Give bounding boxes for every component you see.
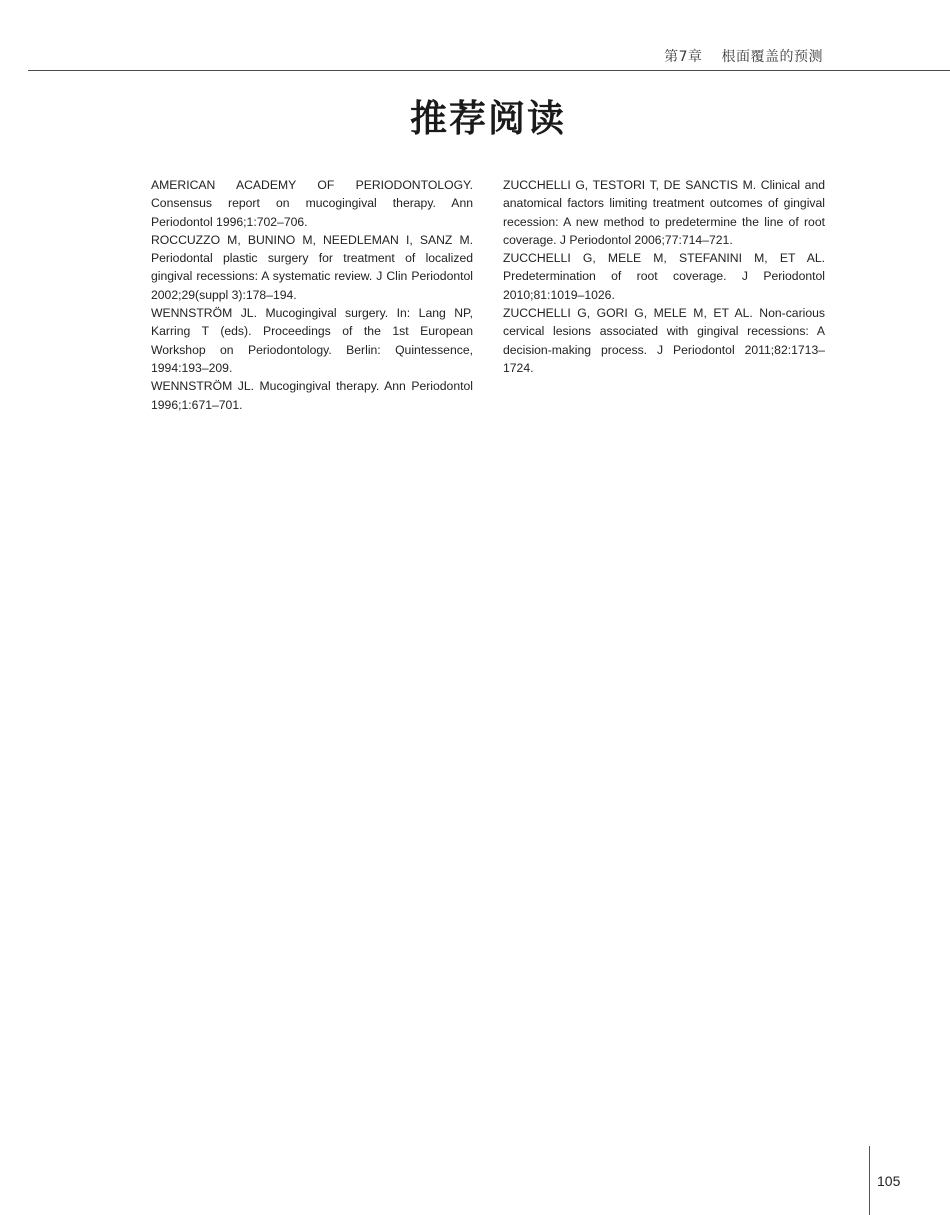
reference-item: ZUCCHELLI G, MELE M, STEFANINI M, ET AL. Predetermination of root coverage. J Periodontol 2010;81:1019–1026. [503, 251, 825, 302]
reference-item: AMERICAN ACADEMY OF PERIODONTOLOGY. Consensus report on mucogingival therapy. Ann Periodontol 1996;1:702–706. [151, 178, 473, 229]
reference-item: WENNSTRÖM JL. Mucogingival therapy. Ann Periodontol 1996;1:671–701. [151, 379, 473, 412]
reference-item: ZUCCHELLI G, GORI G, MELE M, ET AL. Non-carious cervical lesions associated with gingival recessions: A decision-making process. J Periodontol 2011;82:1713–1724. [503, 306, 825, 375]
chapter-title: 根面覆盖的预测 [721, 49, 823, 65]
page-number-divider [869, 1146, 870, 1215]
references-right-column [503, 176, 825, 377]
chapter-number: 第7章 [664, 49, 703, 65]
reference-item: WENNSTRÖM JL. Mucogingival surgery. In: Lang NP, Karring T (eds). Proceedings of the 1st European Workshop on Periodontology. Berlin: Quintessence, 1994:193–209. [151, 306, 473, 375]
running-header [664, 46, 823, 66]
page-number: 105 [877, 1173, 901, 1189]
references-left-column [151, 176, 473, 414]
reference-item: ZUCCHELLI G, TESTORI T, DE SANCTIS M. Clinical and anatomical factors limiting treatment outcomes of gingival recession: A new method to predetermine the line of root coverage. J Periodontol 2006;77:714–721. [503, 178, 825, 247]
page-title: 推荐阅读 [410, 97, 566, 140]
header-divider [28, 70, 950, 71]
reference-item: ROCCUZZO M, BUNINO M, NEEDLEMAN I, SANZ M. Periodontal plastic surgery for treatment of localized gingival recessions: A systematic review. J Clin Periodontol 2002;29(suppl 3):178–194. [151, 232, 473, 302]
